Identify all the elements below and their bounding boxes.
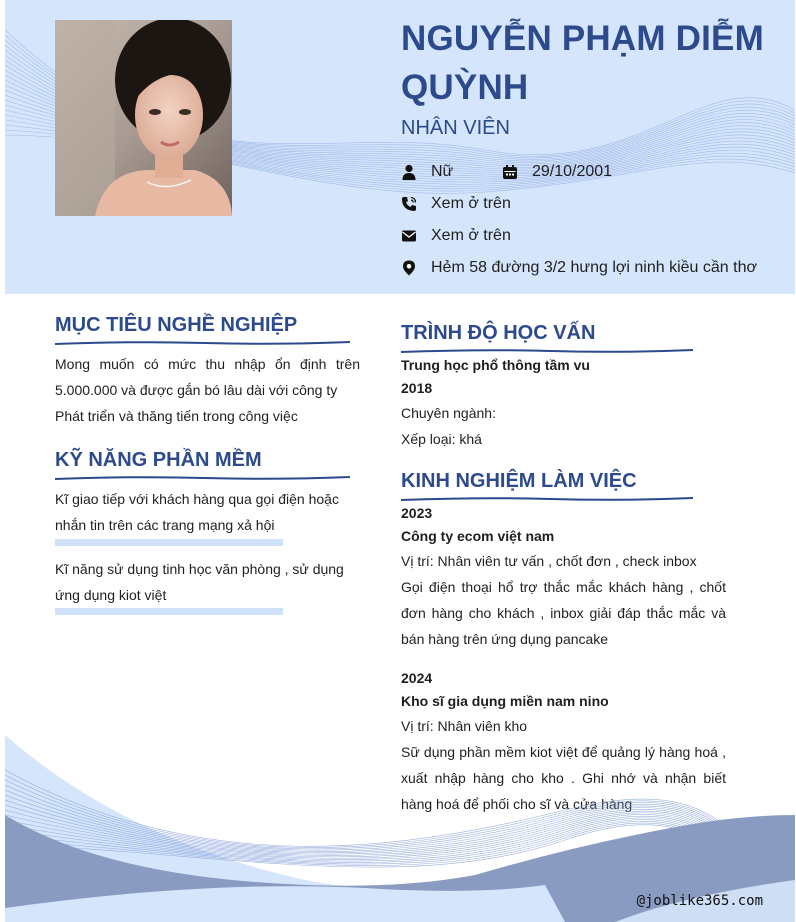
- education-major: Chuyên ngành:: [401, 405, 496, 421]
- career-objective-heading-text: MỤC TIÊU NGHỀ NGHIỆP: [55, 314, 298, 336]
- job-title: NHÂN VIÊN: [401, 117, 510, 139]
- career-objective-heading: [55, 314, 297, 337]
- phone-value: Xem ở trên: [431, 195, 511, 212]
- envelope-icon: [401, 228, 417, 244]
- skill-item-1: Kĩ giao tiếp với khách hàng qua gọi điện hoặc nhắn tin trên các trang mạng xả hội: [55, 491, 339, 533]
- address-row: [401, 256, 757, 280]
- skill-level-bar-1: [55, 539, 283, 546]
- job-2-company: Kho sĩ gia dụng miền nam nino: [401, 693, 609, 709]
- skill-level-bar-2: [55, 608, 283, 615]
- job-2-position: Vị trí: Nhân viên kho: [401, 718, 528, 734]
- career-objective-line-1: Mong muốn có mức thu nhập ổn định trên 5.000.000 và được gắn bó lâu dài với công ty: [55, 356, 360, 398]
- cv-page: [5, 0, 795, 922]
- education-rank: Xếp loại: khá: [401, 431, 482, 447]
- experience-heading-text: KINH NGHIỆM LÀM VIỆC: [401, 470, 637, 492]
- job-1-company: Công ty ecom việt nam: [401, 528, 555, 544]
- skill-item-2: Kĩ năng sử dụng tinh học văn phòng , sử dụng ứng dụng kiot việt: [55, 561, 344, 603]
- software-skills-heading: [55, 449, 262, 472]
- address-value: Hẻm 58 đường 3/2 hưng lợi ninh kiều cần thơ: [431, 259, 757, 276]
- calendar-icon: [502, 164, 518, 180]
- heading-underline: [55, 340, 350, 346]
- person-icon: [401, 164, 417, 180]
- job-1-year: 2023: [401, 505, 433, 521]
- dob-row: [502, 160, 612, 184]
- email-row: [401, 224, 511, 248]
- software-skills-heading-text: KỸ NĂNG PHẦN MỀM: [55, 449, 262, 471]
- job-1-description: Gọi điện thoại hổ trợ thắc mắc khách hàng , chốt đơn hàng cho khách , inbox giải đáp thắc mắc và bán hàng trên ứng dụng pancake: [401, 579, 726, 647]
- experience-heading: [401, 470, 637, 493]
- site-watermark: @joblike365.com: [636, 893, 763, 909]
- location-pin-icon: [401, 260, 417, 276]
- education-heading: [401, 322, 595, 345]
- heading-underline: [401, 496, 693, 502]
- job-2-year: 2024: [401, 670, 433, 686]
- heading-underline: [55, 475, 350, 481]
- job-2-description: Sữ dụng phần mềm kiot việt để quảng lý hàng hoá , xuất nhập hàng cho kho . Ghi nhớ và nhận biết hàng hoá để phối cho sĩ và cửa hàng: [401, 744, 726, 812]
- career-objective-line-2: Phát triển và thăng tiến trong công việc: [55, 408, 298, 424]
- candidate-name: NGUYỄN PHẠM DIỄM QUỲNH: [401, 19, 764, 107]
- gender-value: Nữ: [431, 163, 454, 180]
- education-year: 2018: [401, 380, 433, 396]
- email-value: Xem ở trên: [431, 227, 511, 244]
- gender-row: [401, 160, 453, 184]
- education-heading-text: TRÌNH ĐỘ HỌC VẤN: [401, 322, 596, 344]
- job-1-position: Vị trí: Nhân viên tư vấn , chốt đơn , check inbox: [401, 553, 697, 569]
- profile-photo: [55, 20, 232, 216]
- dob-value: 29/10/2001: [532, 163, 613, 180]
- avatar: [55, 20, 232, 216]
- phone-icon: [401, 196, 417, 212]
- education-school: Trung học phổ thông tầm vu: [401, 357, 590, 373]
- phone-row: [401, 192, 511, 216]
